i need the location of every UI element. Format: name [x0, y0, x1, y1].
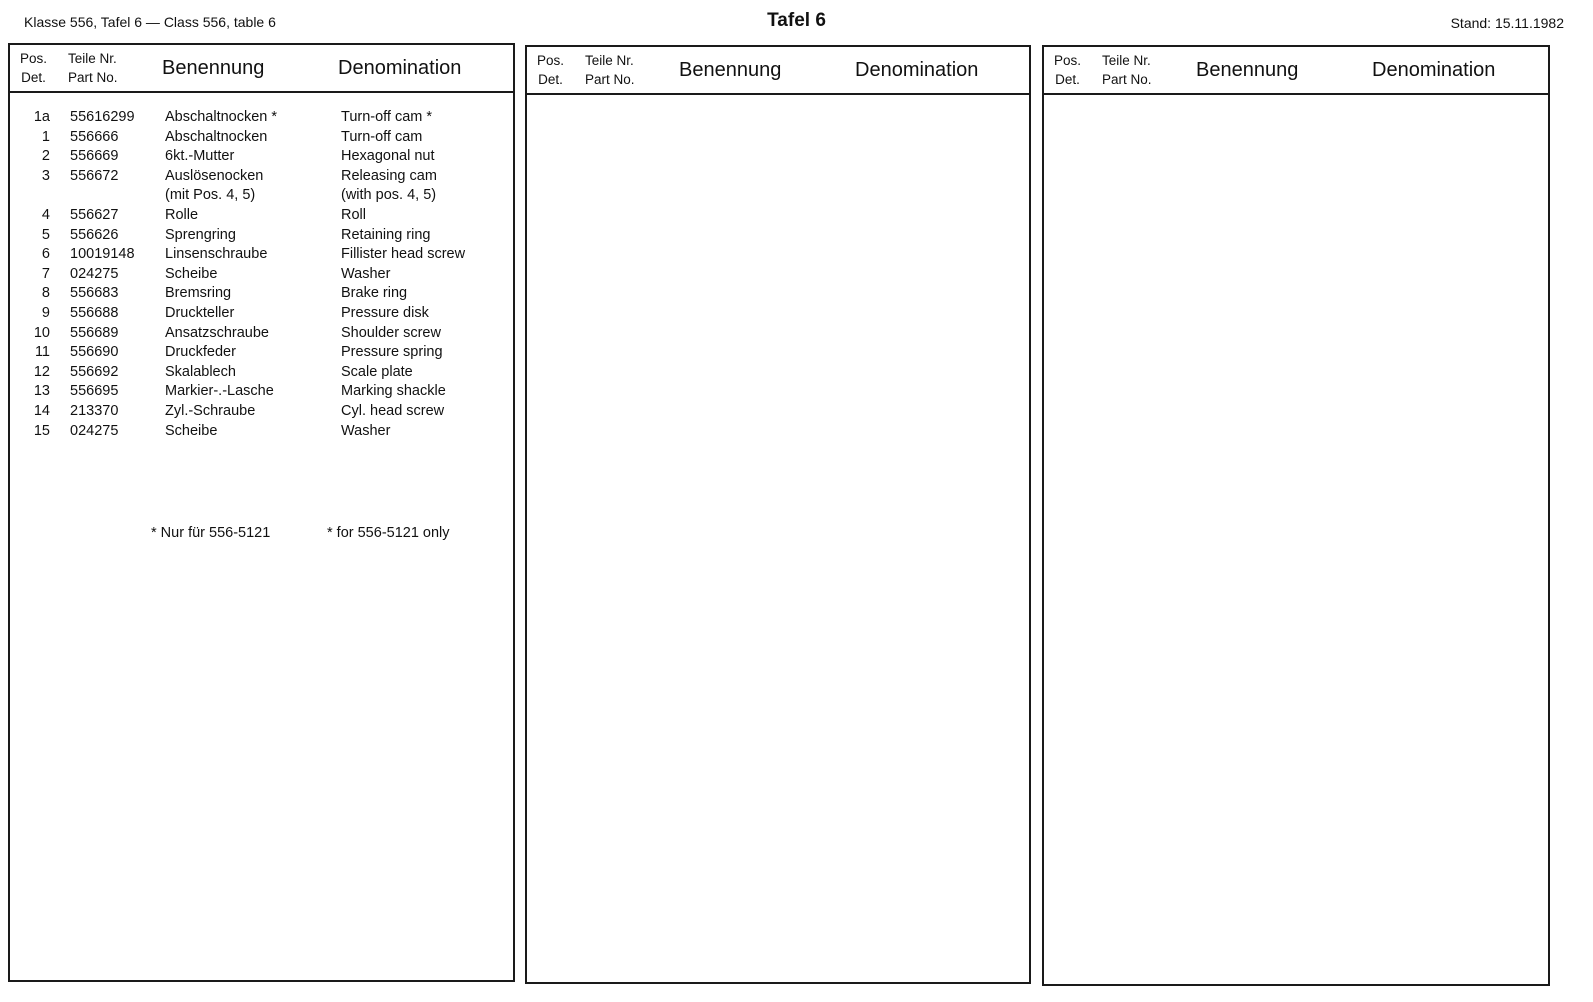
table-row: 1 556666 Abschaltnocken Turn-off cam — [41, 128, 423, 145]
table-row: 4 556627 Rolle Roll — [41, 206, 366, 223]
parts-list — [10, 109, 513, 541]
table-row: 6 10019148 Linsenschraube Fillister head screw — [41, 246, 466, 263]
table-row: 13 556695 Markier-.-Lasche Marking shackle — [33, 383, 446, 400]
part-number-header: Teile Nr. Part No. — [1102, 53, 1152, 87]
page-title: Tafel 6 — [767, 10, 826, 31]
table-row: (mit Pos. 4, 5) (with pos. 4, 5) — [165, 187, 437, 204]
denomination-header: Denomination — [1372, 59, 1496, 81]
benennung-header: Benennung — [679, 59, 782, 81]
table-row: 12 556692 Skalablech Scale plate — [33, 363, 413, 380]
table-row: 14 213370 Zyl.-Schraube Cyl. head screw — [33, 402, 445, 419]
panel-header — [10, 45, 513, 93]
document-reference: Klasse 556, Tafel 6 — Class 556, table 6 — [24, 14, 276, 30]
footnote-german: * Nur für 556-5121 — [151, 525, 271, 541]
pos-header: Pos. Det. — [1054, 53, 1082, 87]
benennung-header: Benennung — [162, 57, 265, 79]
parts-panel-2 — [525, 45, 1031, 984]
footnote-english: * for 556-5121 only — [327, 525, 450, 541]
panel-header — [527, 47, 1029, 95]
table-row: 1a 55616299 Abschaltnocken * Turn-off cam * — [33, 109, 433, 125]
table-row: 10 556689 Ansatzschraube Shoulder screw — [33, 324, 441, 341]
table-row: 11 556690 Druckfeder Pressure spring — [34, 344, 443, 361]
panel-header — [1044, 47, 1548, 95]
benennung-header: Benennung — [1196, 59, 1299, 81]
table-row: 5 556626 Sprengring Retaining ring — [41, 226, 431, 243]
document-date: Stand: 15.11.1982 — [1450, 15, 1564, 31]
table-row: 2 556669 6kt.-Mutter Hexagonal nut — [41, 148, 435, 165]
parts-panel-3 — [1042, 45, 1550, 986]
denomination-header: Denomination — [338, 57, 462, 79]
table-row: 9 556688 Druckteller Pressure disk — [41, 304, 429, 321]
table-row: 3 556672 Auslösenocken Releasing cam — [41, 167, 437, 184]
parts-panel-1 — [8, 43, 515, 982]
table-row: 8 556683 Bremsring Brake ring — [41, 285, 408, 302]
part-number-header: Teile Nr. Part No. — [68, 51, 118, 85]
pos-header: Pos. Det. — [20, 51, 48, 85]
table-row: 7 024275 Scheibe Washer — [41, 265, 391, 282]
table-row: 15 024275 Scheibe Washer — [33, 422, 391, 439]
denomination-header: Denomination — [855, 59, 979, 81]
part-number-header: Teile Nr. Part No. — [585, 53, 635, 87]
pos-header: Pos. Det. — [537, 53, 565, 87]
